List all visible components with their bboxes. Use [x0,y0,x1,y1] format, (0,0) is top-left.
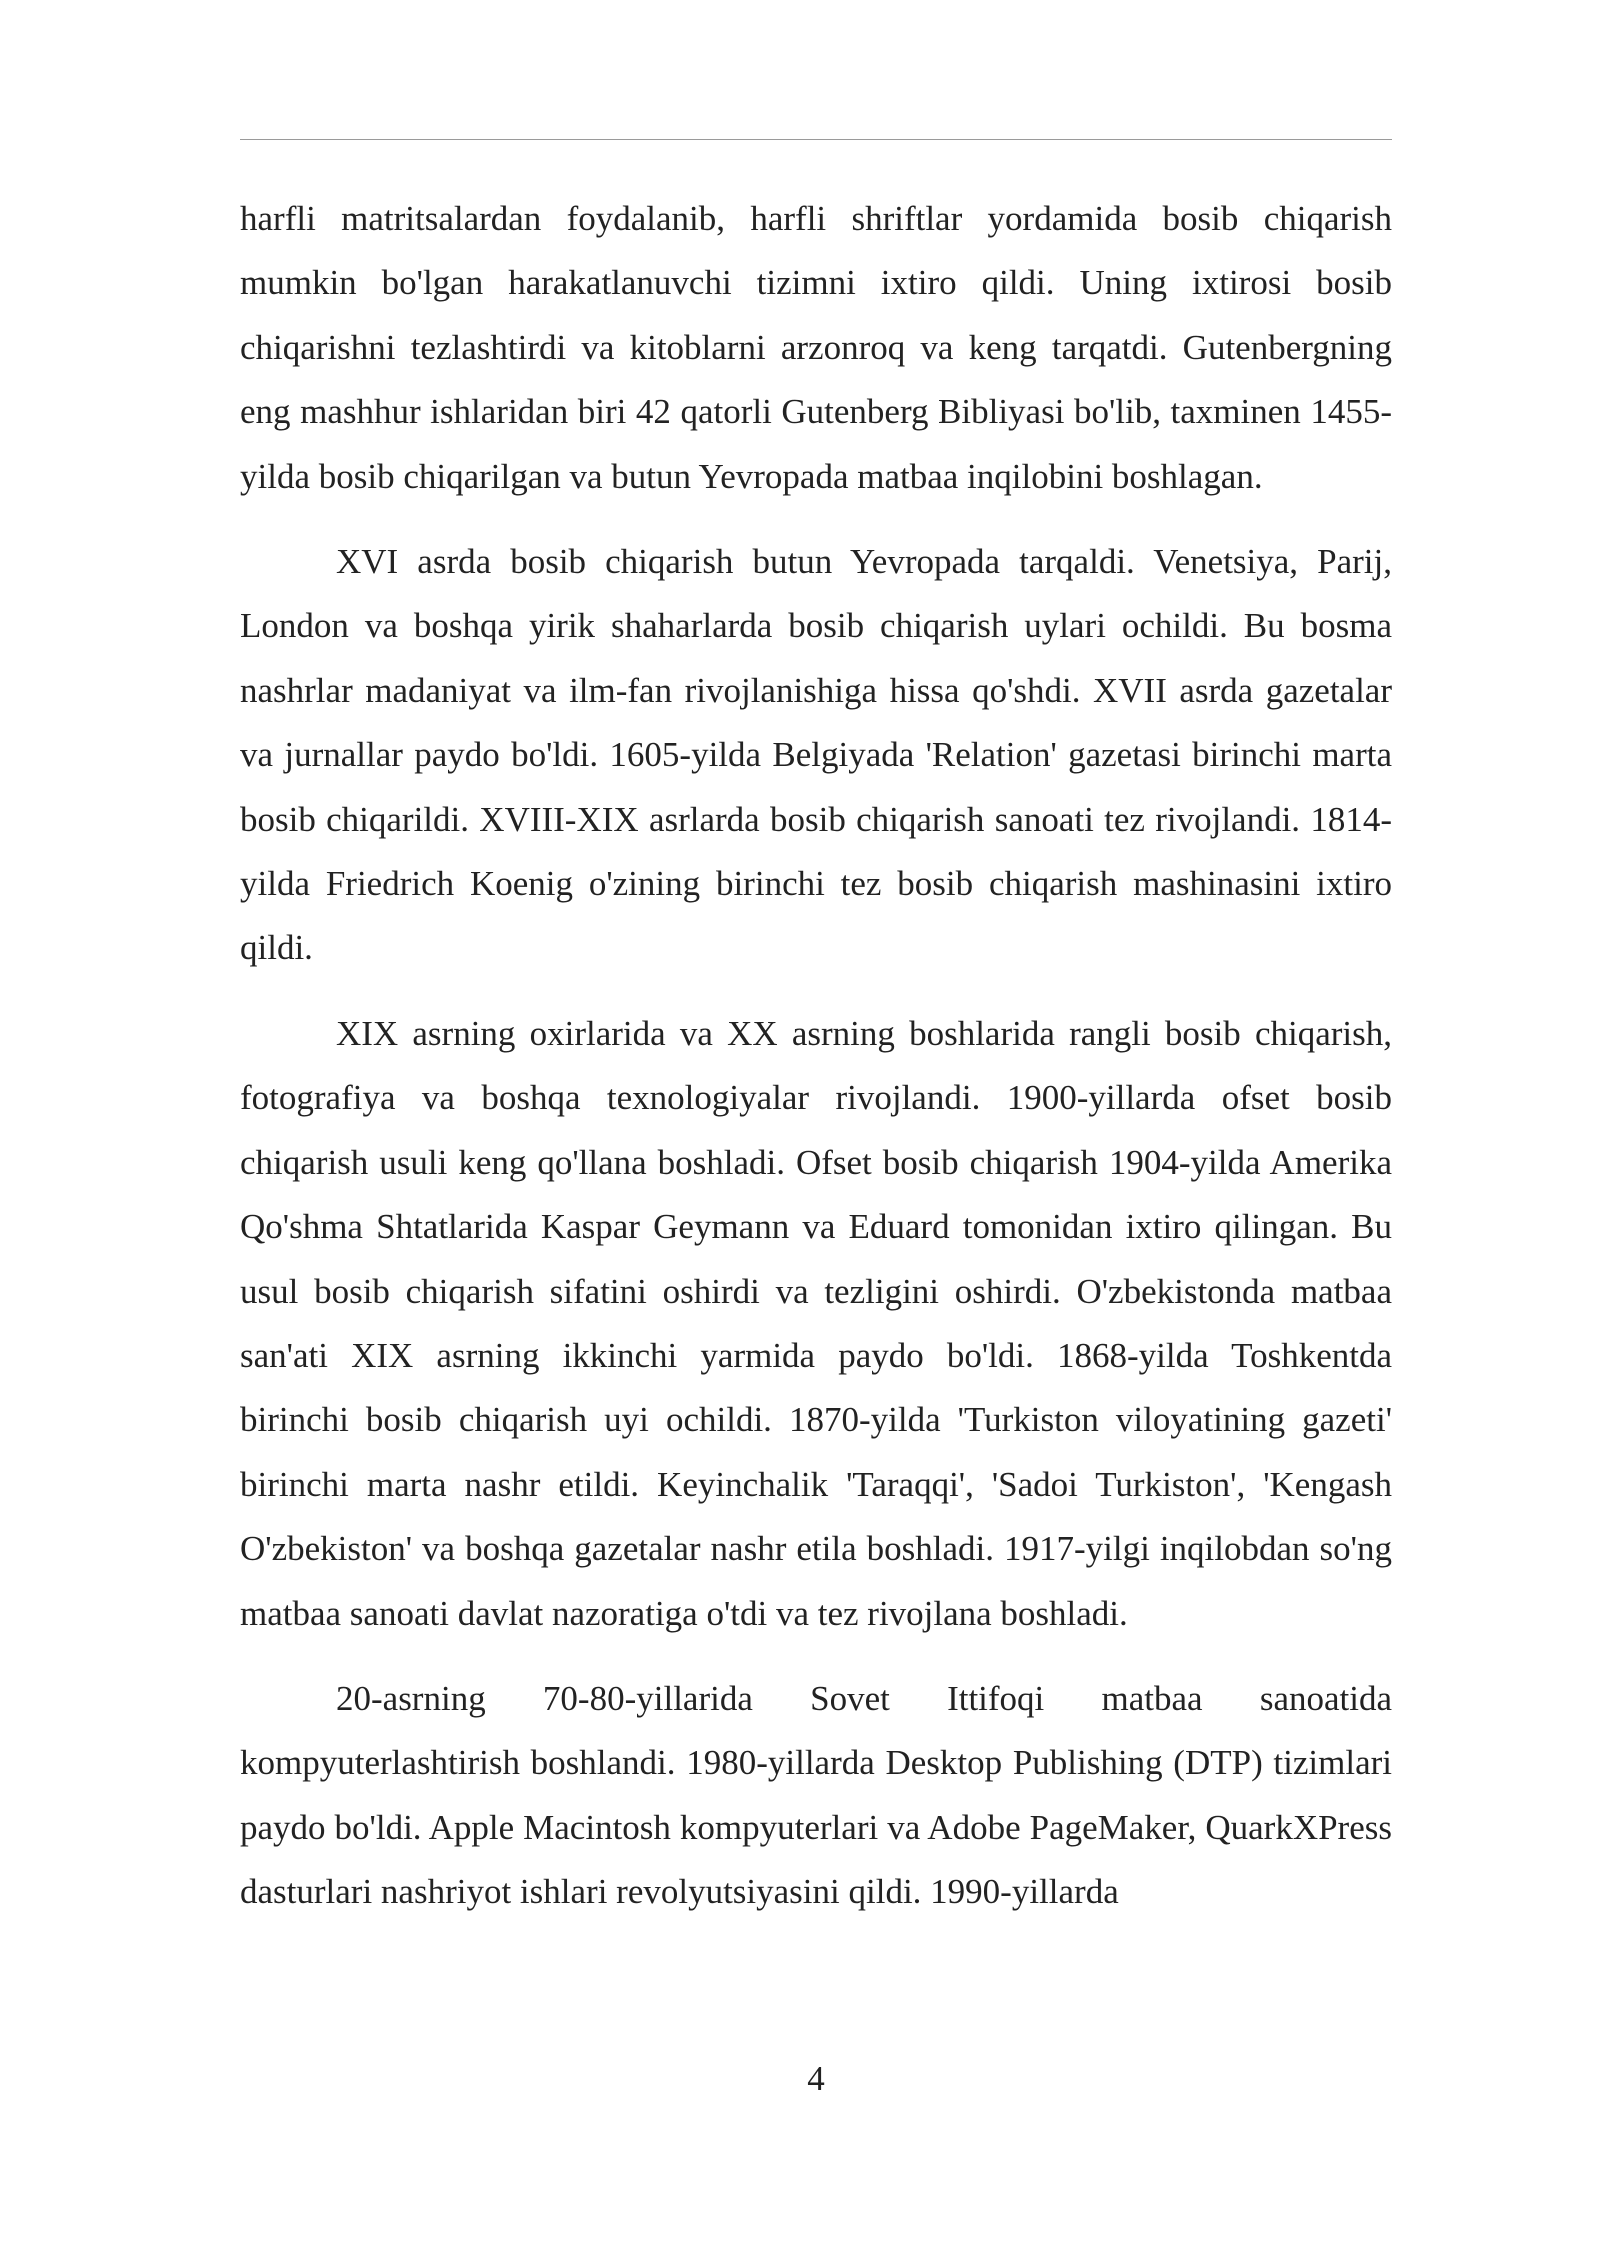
paragraph: XIX asrning oxirlarida va XX asrning boshlarida rangli bosib chiqarish, fotografiya va boshqa texnologiyalar rivojlandi. 1900-yillarda ofset bosib chiqarish usuli keng qo'llana boshladi. Ofset bosib chiqarish 1904-yilda Amerika Qo'shma Shtatlarida Kaspar Geymann va Eduard tomonidan ixtiro qilingan. Bu usul bosib chiqarish sifatini oshirdi va tezligini oshirdi. O'zbekistonda matbaa san'ati XIX asrning ikkinchi yarmida paydo bo'ldi. 1868-yilda Toshkentda birinchi bosib chiqarish uyi ochildi. 1870-yilda 'Turkiston viloyatining gazeti' birinchi marta nashr etildi. Keyinchalik 'Taraqqi', 'Sadoi Turkiston', 'Kengash O'zbekiston' va boshqa gazetalar nashr etila boshladi. 1917-yilgi inqilobdan so'ng matbaa sanoati davlat nazoratiga o'tdi va tez rivojlana boshladi. [240,1013,1392,1633]
paragraph: harfli matritsalardan foydalanib, harfli shriftlar yordamida bosib chiqarish mumkin bo'lgan harakatlanuvchi tizimni ixtiro qildi. Uning ixtirosi bosib chiqarishni tezlashtirdi va kitoblarni arzonroq va keng tarqatdi. Gutenbergning eng mashhur ishlaridan biri 42 qatorli Gutenberg Bibliyasi bo'lib, taxminen 1455-yilda bosib chiqarilgan va butun Yevropada matbaa inqilobini boshlagan. [240,199,1392,496]
paragraph: 20-asrning 70-80-yillarida Sovet Ittifoqi matbaa sanoatida kompyuterlashtirish boshlandi. 1980-yillarda Desktop Publishing (DTP) tizimlari paydo bo'ldi. Apple Macintosh kompyuterlari va Adobe PageMaker, QuarkXPress dasturlari nashriyot ishlari revolyutsiyasini qildi. 1990-yillarda [240,1678,1392,1912]
paragraph: XVI asrda bosib chiqarish butun Yevropada tarqaldi. Venetsiya, Parij, London va boshqa yirik shaharlarda bosib chiqarish uylari ochildi. Bu bosma nashrlar madaniyat va ilm-fan rivojlanishiga hissa qo'shdi. XVII asrda gazetalar va jurnallar paydo bo'ldi. 1605-yilda Belgiyada 'Relation' gazetasi birinchi marta bosib chiqarildi. XVIII-XIX asrlarda bosib chiqarish sanoati tez rivojlandi. 1814-yilda Friedrich Koenig o'zining birinchi tez bosib chiqarish mashinasini ixtiro qildi. [240,542,1392,968]
header-divider [240,139,1392,140]
page-number: 4 [807,2059,825,2098]
page-body [240,187,1392,1925]
